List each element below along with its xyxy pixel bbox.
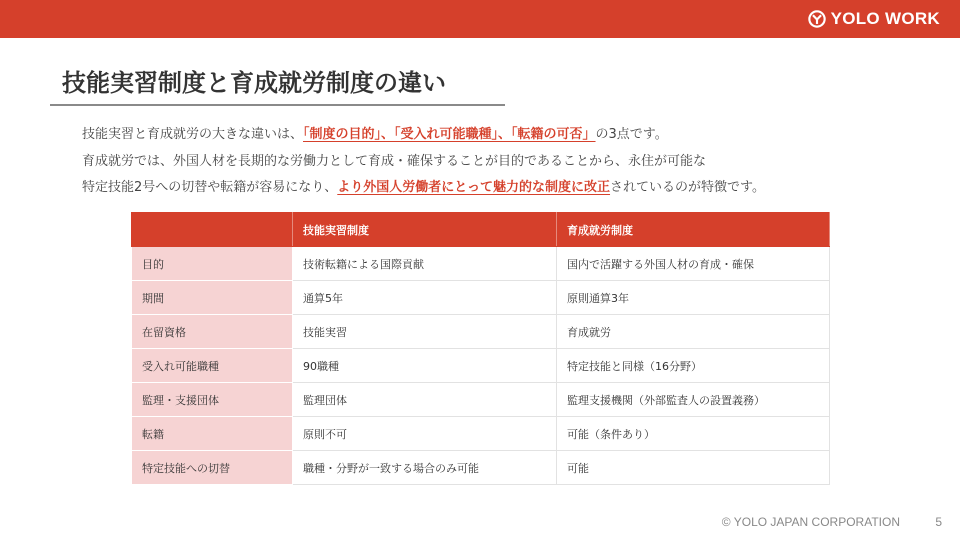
intro-line-1 [82,122,942,149]
yolo-logo-icon [808,10,826,28]
cell-training-employment: 原則通算3年 [557,281,830,315]
intro-line-1-pre: 技能実習と育成就労の大きな違いは、 [82,127,304,142]
table-header-technical-intern: 技能実習制度 [293,213,557,247]
table-row [132,349,830,383]
cell-training-employment: 可能（条件あり） [557,417,830,451]
row-label: 受入れ可能職種 [132,349,293,383]
row-label: 特定技能への切替 [132,451,293,485]
cell-technical-intern: 原則不可 [293,417,557,451]
table-row [132,417,830,451]
brand-name: YOLO WORK [830,9,940,28]
cell-technical-intern: 職種・分野が一致する場合のみ可能 [293,451,557,485]
intro-line-2: 育成就労では、外国人材を長期的な労働力として育成・確保することが目的であることから、永住が可能な [82,153,707,169]
intro-line-3 [82,175,942,202]
table-header-corner [132,213,293,247]
cell-technical-intern: 90職種 [293,349,557,383]
copyright-text: © YOLO JAPAN CORPORATION [721,515,900,529]
table-header-training-employment: 育成就労制度 [557,213,830,247]
comparison-table [131,212,830,485]
cell-technical-intern: 技能実習 [293,315,557,349]
row-label: 目的 [132,247,293,281]
table-row [132,315,830,349]
cell-training-employment: 育成就労 [557,315,830,349]
row-label: 転籍 [132,417,293,451]
page-number: 5 [935,515,942,529]
cell-technical-intern: 監理団体 [293,383,557,417]
intro-text [82,122,942,202]
page-title: 技能実習制度と育成就労制度の違い [62,69,446,97]
row-label: 期間 [132,281,293,315]
table-row [132,451,830,485]
intro-highlight-2: より外国人労働者にとって魅力的な制度に改正 [337,180,611,195]
brand-logo [808,8,940,30]
table-row [132,281,830,315]
title-underline [50,104,505,106]
table-row [132,247,830,281]
cell-training-employment: 監理支援機関（外部監査人の設置義務） [557,383,830,417]
intro-line-3-post: されているのが特徴です。 [610,180,765,195]
cell-training-employment: 特定技能と同様（16分野） [557,349,830,383]
row-label: 監理・支援団体 [132,383,293,417]
table-header-row [132,213,830,247]
intro-line-1-post: の3点です。 [595,127,668,142]
intro-highlight-1: 「制度の目的」、「受入れ可能職種」、「転籍の可否」 [303,127,596,142]
cell-training-employment: 可能 [557,451,830,485]
cell-technical-intern: 通算5年 [293,281,557,315]
cell-technical-intern: 技術転籍による国際貢献 [293,247,557,281]
row-label: 在留資格 [132,315,293,349]
intro-line-3-pre: 特定技能2号への切替や転籍が容易になり、 [82,180,338,195]
table-row [132,383,830,417]
cell-training-employment: 国内で活躍する外国人材の育成・確保 [557,247,830,281]
top-banner [0,0,960,38]
